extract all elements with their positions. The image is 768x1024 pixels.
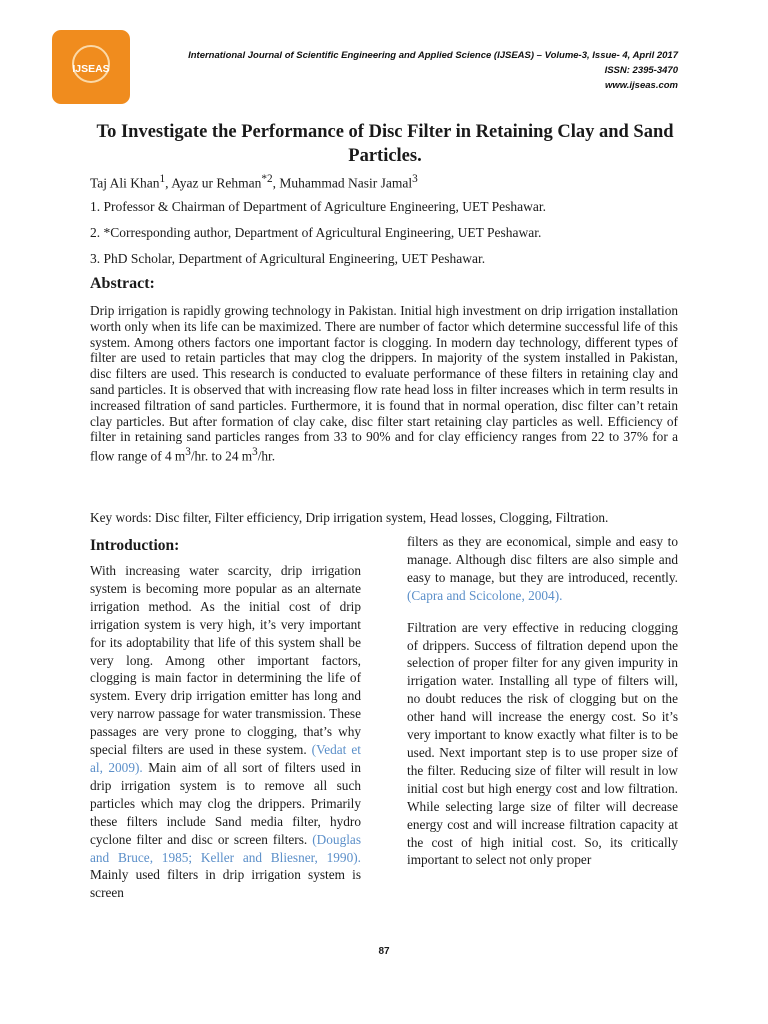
introduction-heading: Introduction: — [90, 537, 180, 554]
abstract-body: Drip irrigation is rapidly growing technology in Pakistan. Initial high investment on drip irrigation installation worth only when its life can be maximized. There are number of factor which determine successful life of this system. Among others factors one important factor is clogging. In modern day technology, different types of filter are used to retain particles that may clog the drippers. In majority of the system installed in Pakistan, disc filters are used. This research is conducted to evaluate performance of these filters in retaining clay and sand particles. It is observed that with increasing flow rate head loss in filter increases which in term results in increased filtration of sand particles. Furthermore, it is found that in normal operation, disc filter can’t retain clay particles. But after formation of clay cake, disc filter start retaining clay particles as well. Efficiency of filter in retaining sand particles ranges from 33 to 90% and for clay efficiency ranges from 22 to 37% for a flow range of 4 $m^3/hr$. to 24 $m^3/hr$. — [90, 303, 678, 464]
left-column — [90, 562, 361, 902]
author-affiliation-mark: 1 — [159, 173, 166, 185]
journal-line: International Journal of Scientific Engineering and Applied Science (IJSEAS) – Volume-3, Issue- 4, April 2017 — [188, 50, 678, 61]
affiliation-1: 1. Professor & Chairman of Department of Agriculture Engineering, UET Peshawar. — [90, 199, 547, 214]
abstract-heading: Abstract: — [90, 275, 155, 292]
author-affiliation-mark: 3 — [412, 173, 418, 185]
issn: ISSN: 2395-3470 — [604, 65, 678, 76]
paper-title: To Investigate the Performance of Disc Filter in Retaining Clay and Sand Particles. — [96, 122, 674, 166]
keywords: Key words: Disc filter, Filter efficiency, Drip irrigation system, Head losses, Clogging, Filtration. — [90, 510, 609, 525]
author-name: Muhammad Nasir Jamal — [279, 175, 413, 191]
citation-link[interactable]: (Douglas and Bruce, 1985; Keller and Bliesner, 1990). — [90, 831, 361, 865]
author-affiliation-mark: *2 — [261, 173, 273, 185]
intro-paragraph: With increasing water scarcity, drip irrigation system is becoming more popular as an alternate irrigation method. As the initial cost of drip irrigation system is very high, it’s very important for its adoptability that life of this system shall be very long. Among other important factors, clogging is main factor in determining the life of system. Every drip irrigation emitter has long and very narrow passage for water transmission. These passages are very prone to clogging, that’s why special filters are used in these system. (Vedat et al, 2009). Main aim of all sort of filters used in drip irrigation system is to remove all such particles which may clog the drippers. Primarily these filters include Sand media filter, hydro cyclone filter and disc or screen filters. (Douglas and Bruce, 1985; Keller and Bliesner, 1990). Mainly used filters in drip irrigation system is screen — [90, 563, 362, 901]
affiliation-3: 3. PhD Scholar, Department of Agricultural Engineering, UET Peshawar. — [90, 251, 486, 266]
website-link[interactable]: www.ijseas.com — [604, 80, 678, 91]
citation-link[interactable]: (Vedat et al, 2009). — [90, 742, 361, 775]
logo-text: IJSEAS — [72, 63, 110, 75]
intro-paragraph: filters as they are economical, simple and easy to manage. Although disc filters are also simple and easy to manage, but they are introduced, recently. (Capra and Scicolone, 2004). — [407, 534, 678, 603]
author-name: Taj Ali Khan — [90, 175, 160, 191]
author-list: Taj Ali Khan$^1$, Ayaz ur Rehman$^{*2}$, Muhammad Nasir Jamal$^3$ — [90, 173, 418, 191]
author-name: Ayaz ur Rehman — [171, 175, 262, 191]
page-number: 87 — [378, 946, 390, 957]
affiliation-2: 2. *Corresponding author, Department of Agricultural Engineering, UET Peshawar. — [90, 225, 542, 240]
journal-header — [188, 48, 678, 93]
right-column — [407, 533, 678, 869]
citation-link[interactable]: (Capra and Scicolone, 2004). — [407, 587, 563, 603]
intro-paragraph: Filtration are very effective in reducing clogging of drippers. Success of filtration depend upon the selection of proper filter for any given impurity in irrigation water. Installing all type of filters will, no doubt reduces the risk of clogging but on the other hand will increase the energy cost. So it’s very important to know exactly what filter is to be used. Next important step is to use proper size of the filter. Reducing size of filter will result in low initial cost but high energy cost and low filtration. While selecting large size of filter will decrease energy cost and will increase filtration capacity at the cost of high initial cost. So, its critically important to select not only proper — [407, 619, 678, 868]
journal-logo — [52, 30, 130, 104]
